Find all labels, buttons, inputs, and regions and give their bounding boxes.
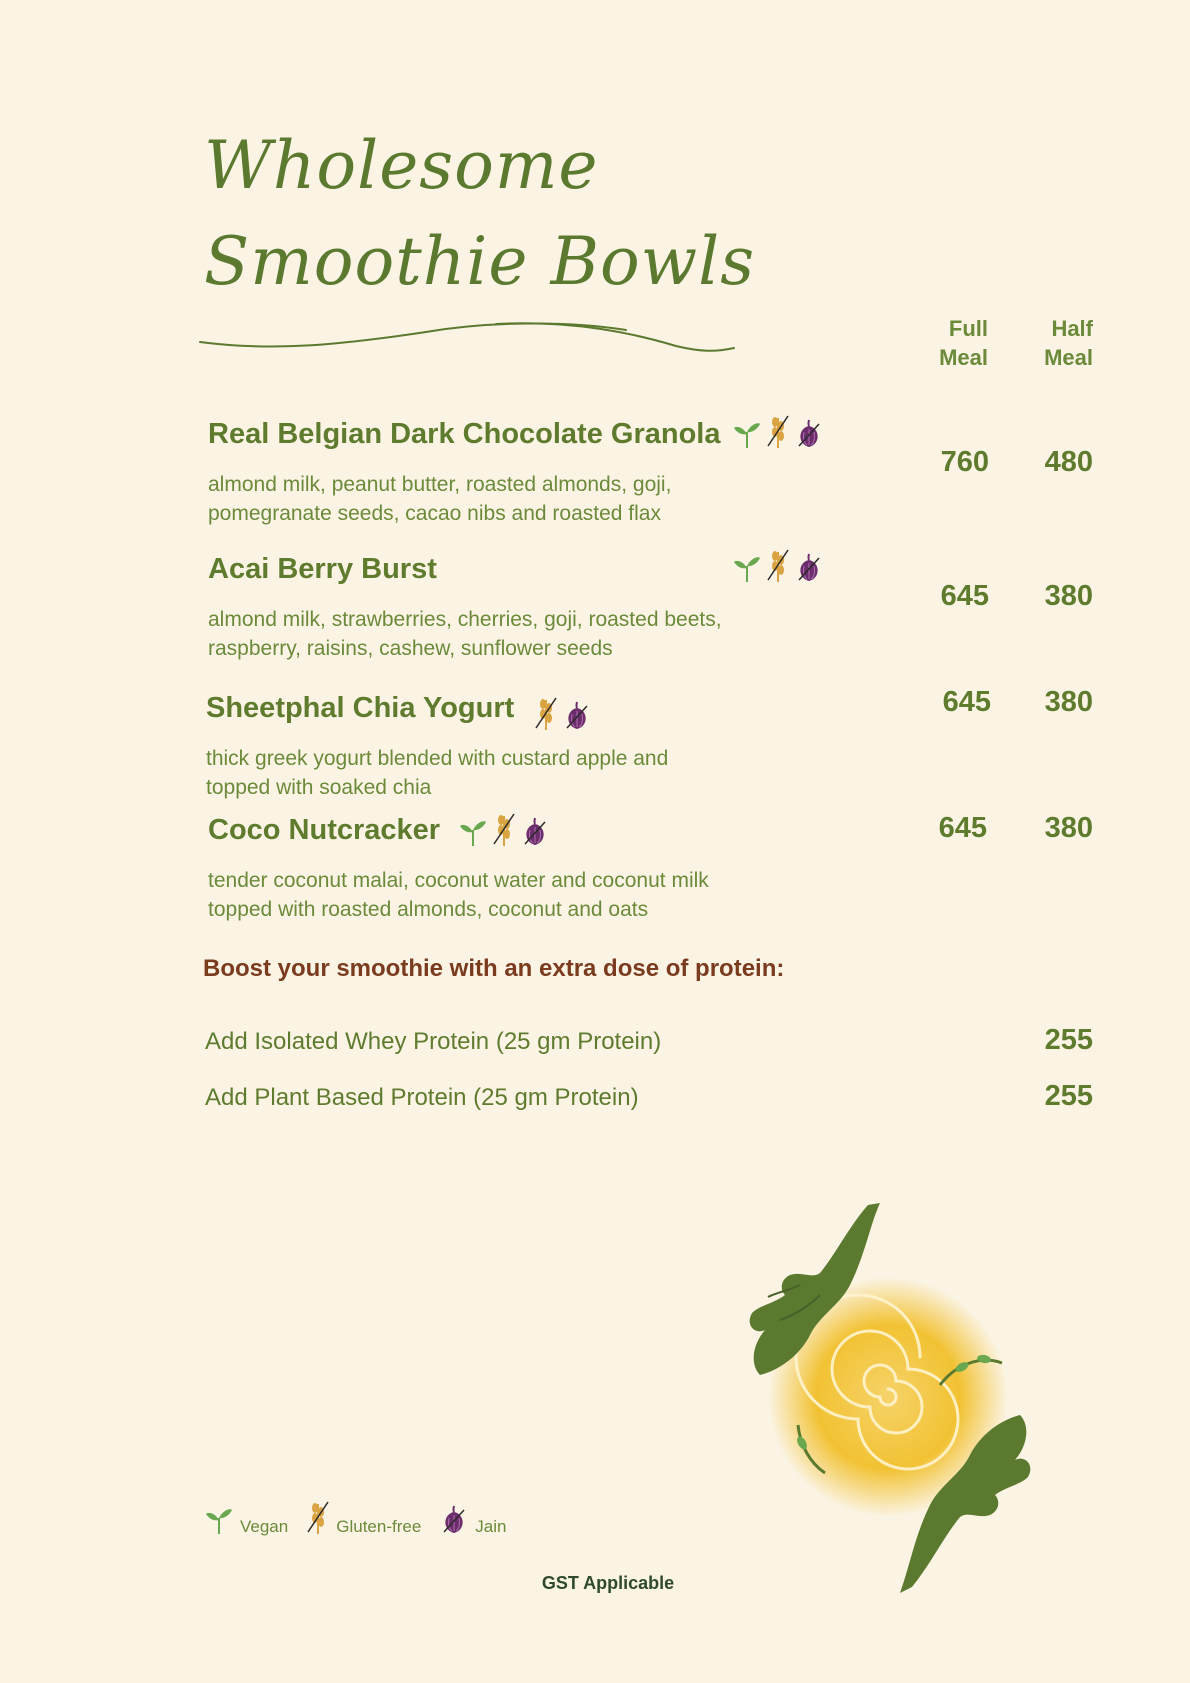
gluten-free-icon [534, 694, 558, 732]
item-description-line2: pomegranate seeds, cacao nibs and roasted flax [208, 502, 661, 525]
vegan-icon [458, 814, 488, 848]
gluten-free-icon [766, 412, 790, 450]
addon-label: Add Plant Based Protein (25 gm Protein) [205, 1084, 639, 1111]
addon-price: 255 [1044, 1024, 1093, 1056]
item-description-line2: raspberry, raisins, cashew, sunflower seeds [208, 637, 613, 660]
price-full-meal: 645 [938, 812, 987, 844]
item-description-line1: tender coconut malai, coconut water and coconut milk [208, 869, 709, 892]
column-header-half-meal [1013, 314, 1093, 372]
legend-label-vegan: Vegan [240, 1517, 289, 1536]
price-full-meal: 645 [942, 686, 991, 718]
item-diet-icons [458, 810, 550, 848]
legend-gluten-free [306, 1498, 421, 1536]
price-half-meal: 380 [1044, 812, 1093, 844]
title-line-1: Wholesome [204, 127, 599, 204]
column-header-full-line2: Meal [939, 345, 988, 370]
vegan-icon [732, 416, 762, 450]
column-header-full-meal [908, 314, 988, 372]
column-header-half-line1: Half [1051, 316, 1093, 341]
jain-icon [562, 698, 592, 732]
item-diet-icons [732, 412, 824, 450]
price-full-meal: 760 [940, 446, 989, 478]
item-description [208, 470, 808, 528]
page-title [204, 118, 755, 310]
addon-label: Add Isolated Whey Protein (25 gm Protein) [205, 1028, 662, 1055]
gluten-free-icon [766, 546, 790, 584]
item-description [208, 866, 808, 924]
item-description-line2: topped with roasted almonds, coconut and oats [208, 898, 649, 921]
item-description [208, 605, 808, 663]
item-name: Real Belgian Dark Chocolate Granola [208, 418, 721, 450]
title-underline-swoosh [196, 312, 736, 362]
gluten-free-icon [306, 1498, 330, 1536]
jain-icon [439, 1502, 469, 1536]
item-description-line1: almond milk, peanut butter, roasted almonds, goji, [208, 473, 672, 496]
item-name: Coco Nutcracker [208, 814, 441, 846]
price-half-meal: 380 [1044, 580, 1093, 612]
vegan-icon [732, 550, 762, 584]
item-description-line1: almond milk, strawberries, cherries, goji, roasted beets, [208, 608, 722, 631]
legend-jain [439, 1502, 506, 1536]
price-full-meal: 645 [940, 580, 989, 612]
protein-boost-heading: Boost your smoothie with an extra dose of protein: [203, 955, 785, 982]
item-name: Sheetphal Chia Yogurt [206, 692, 515, 724]
item-description [206, 744, 806, 802]
legend-vegan [204, 1502, 288, 1536]
item-diet-icons [732, 546, 824, 584]
price-half-meal: 380 [1044, 686, 1093, 718]
jain-icon [520, 814, 550, 848]
addon-price: 255 [1044, 1080, 1093, 1112]
vegan-icon [204, 1502, 234, 1536]
item-description-line2: topped with soaked chia [206, 776, 432, 799]
title-line-2: Smoothie Bowls [204, 223, 756, 300]
item-description-line1: thick greek yogurt blended with custard apple and [206, 747, 669, 770]
gluten-free-icon [492, 810, 516, 848]
gst-note: GST Applicable [541, 1573, 675, 1593]
column-header-full-line1: Full [948, 316, 988, 341]
jain-icon [794, 550, 824, 584]
diet-legend [204, 1498, 506, 1536]
item-diet-icons [534, 694, 592, 732]
item-name: Acai Berry Burst [208, 553, 437, 585]
legend-label-gluten-free: Gluten-free [336, 1517, 422, 1536]
jain-icon [794, 416, 824, 450]
price-half-meal: 480 [1044, 446, 1093, 478]
column-header-half-line2: Meal [1044, 345, 1093, 370]
hands-sun-illustration [740, 1195, 1040, 1595]
legend-label-jain: Jain [475, 1517, 507, 1536]
